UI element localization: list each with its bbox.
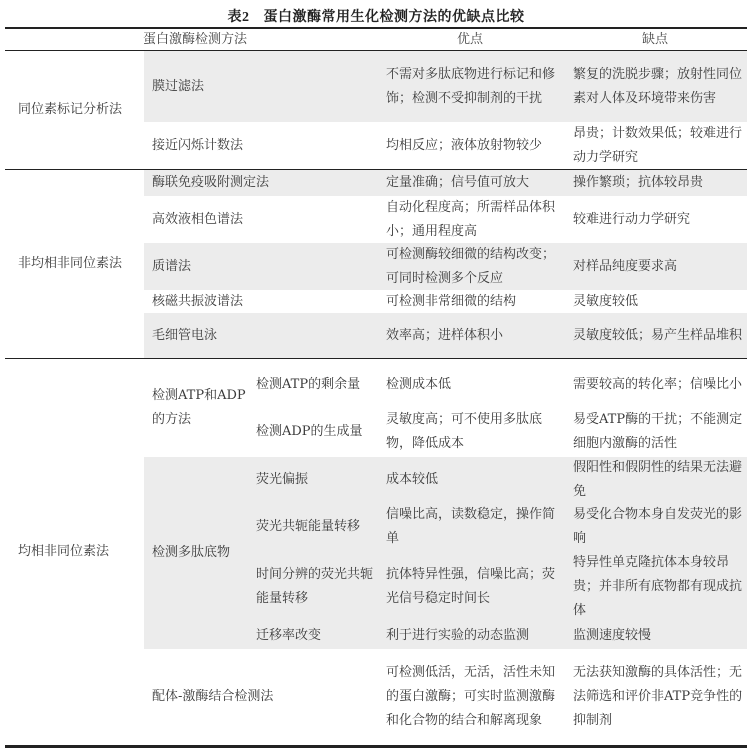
table-title	[0, 6, 752, 26]
method-name: 核磁共振波谱法	[152, 293, 244, 309]
cons-cell	[573, 503, 743, 551]
cons-text: 昂贵；计数效果低；较难进行动力学研究	[573, 125, 743, 165]
method-cell	[152, 196, 372, 243]
header-cons	[600, 30, 710, 50]
group-label	[18, 359, 143, 745]
pros-cell	[386, 408, 558, 456]
cons-cell	[573, 551, 743, 623]
method-cell	[256, 362, 382, 408]
method-cell	[152, 313, 372, 358]
group-name: 均相非同位素法	[18, 544, 110, 559]
subgroup-name: 配体-激酶结合检测法	[152, 689, 274, 704]
cons-text: 灵敏度较低；易产生样品堆积	[573, 327, 743, 343]
cons-cell	[573, 170, 743, 196]
pros-cell	[386, 503, 558, 551]
group-name: 同位素标记分析法	[18, 102, 123, 117]
method-name: 时间分辨的荧光共轭能量转移	[256, 567, 374, 606]
pros-cell	[386, 170, 558, 196]
method-name: 酶联免疫吸附测定法	[152, 175, 270, 190]
cons-cell	[573, 623, 743, 649]
method-name: 检测ADP的生成量	[256, 424, 363, 439]
table-number: 表2	[227, 10, 250, 25]
cons-cell	[573, 196, 743, 243]
group-label	[18, 51, 143, 169]
pros-cell	[386, 51, 558, 122]
method-cell	[152, 122, 372, 169]
pros-text: 效率高；进样体积小	[386, 327, 504, 343]
method-cell	[152, 51, 372, 122]
cons-cell	[573, 408, 743, 456]
subgroup-label	[152, 649, 382, 745]
pros-cell	[386, 290, 558, 313]
pros-text: 可检测低活，无活，活性未知的蛋白激酶；可实时监测激酶和化合物的结合和解离现象	[386, 665, 556, 728]
cons-text: 需要较高的转化率；信噪比小	[573, 377, 743, 392]
cons-cell	[573, 313, 743, 358]
pros-text: 不需对多肽底物进行标记和修饰；检测不受抑制剂的干扰	[386, 66, 556, 106]
method-name: 迁移率改变	[256, 628, 322, 643]
pros-text: 利于进行实验的动态监测	[386, 628, 530, 643]
subgroup-name: 检测多肽底物	[152, 545, 231, 560]
pros-text: 成本较低	[386, 472, 439, 487]
cons-text: 特异性单克隆抗体本身较昂贵；并非所有底物都有现成抗体	[573, 555, 743, 618]
cons-text: 无法获知激酶的具体活性；无法筛选和评价非ATP竞争性的抑制剂	[573, 665, 743, 728]
subgroup-name: 检测ATP和ADP的方法	[152, 388, 246, 427]
cons-cell	[573, 457, 743, 503]
cons-text: 假阳性和假阴性的结果无法避免	[573, 460, 743, 499]
cons-text: 监测速度较慢	[573, 628, 652, 643]
pros-text: 可检测非常细微的结构	[386, 293, 517, 309]
cons-text: 易受ATP酶的干扰；不能测定细胞内激酶的活性	[573, 412, 743, 451]
pros-cell	[386, 243, 558, 290]
method-name: 荧光偏振	[256, 472, 309, 487]
group-name: 非均相非同位素法	[18, 256, 123, 271]
cons-cell	[573, 362, 743, 408]
pros-cell	[386, 649, 558, 745]
pros-cell	[386, 196, 558, 243]
header-method-label: 蛋白激酶检测方法	[142, 32, 247, 47]
pros-cell	[386, 457, 558, 503]
method-cell	[152, 170, 372, 196]
cons-text: 易受化合物本身自发荧光的影响	[573, 507, 743, 546]
pros-text: 可检测酶较细微的结构改变；可同时检测多个反应	[386, 246, 556, 286]
method-name: 毛细管电泳	[152, 327, 218, 343]
cons-text: 较难进行动力学研究	[573, 211, 691, 227]
group-label	[18, 170, 143, 358]
method-cell	[256, 623, 382, 649]
cons-cell	[573, 290, 743, 313]
pros-cell	[386, 362, 558, 408]
top-rule	[5, 27, 747, 29]
cons-cell	[573, 51, 743, 122]
pros-text: 均相反应；液体放射物较少	[386, 137, 543, 153]
pros-cell	[386, 122, 558, 169]
method-cell	[256, 503, 382, 551]
table-caption: 蛋白激酶常用生化检测方法的优缺点比较	[263, 9, 525, 25]
method-cell	[256, 408, 382, 456]
method-name: 接近闪烁计数法	[152, 137, 244, 153]
method-name: 高效液相色谱法	[152, 211, 244, 227]
cons-text: 操作繁琐；抗体较昂贵	[573, 175, 704, 190]
cons-cell	[573, 122, 743, 169]
pros-cell	[386, 313, 558, 358]
pros-cell	[386, 551, 558, 623]
pros-text: 灵敏度高；可不使用多肽底物，降低成本	[386, 412, 543, 451]
subgroup-label	[152, 359, 247, 457]
pros-text: 检测成本低	[386, 377, 452, 392]
pros-text: 信噪比高，读数稳定，操作简单	[386, 507, 556, 546]
method-cell	[256, 551, 382, 623]
bottom-rule	[5, 745, 747, 748]
cons-cell	[573, 649, 743, 745]
header-method	[140, 30, 250, 50]
pros-text: 定量准确；信号值可放大	[386, 175, 530, 190]
method-cell	[152, 243, 372, 290]
method-cell	[152, 290, 372, 313]
method-name: 荧光共轭能量转移	[256, 519, 361, 534]
header-pros	[420, 30, 520, 50]
cons-text: 灵敏度较低	[573, 293, 639, 309]
pros-cell	[386, 623, 558, 649]
cons-text: 繁复的洗脱步骤；放射性同位素对人体及环境带来伤害	[573, 66, 743, 106]
pros-text: 自动化程度高；所需样品体积小；通用程度高	[386, 199, 556, 239]
pros-text: 抗体特异性强，信噪比高；荧光信号稳定时间长	[386, 567, 556, 606]
header-pros-label: 优点	[456, 32, 483, 47]
cons-cell	[573, 243, 743, 290]
method-name: 检测ATP的剩余量	[256, 377, 361, 392]
method-name: 质谱法	[152, 258, 192, 274]
method-name: 膜过滤法	[152, 78, 205, 94]
header-cons-label: 缺点	[641, 32, 668, 47]
cons-text: 对样品纯度要求高	[573, 258, 678, 274]
method-cell	[256, 457, 382, 503]
subgroup-label	[152, 457, 247, 649]
